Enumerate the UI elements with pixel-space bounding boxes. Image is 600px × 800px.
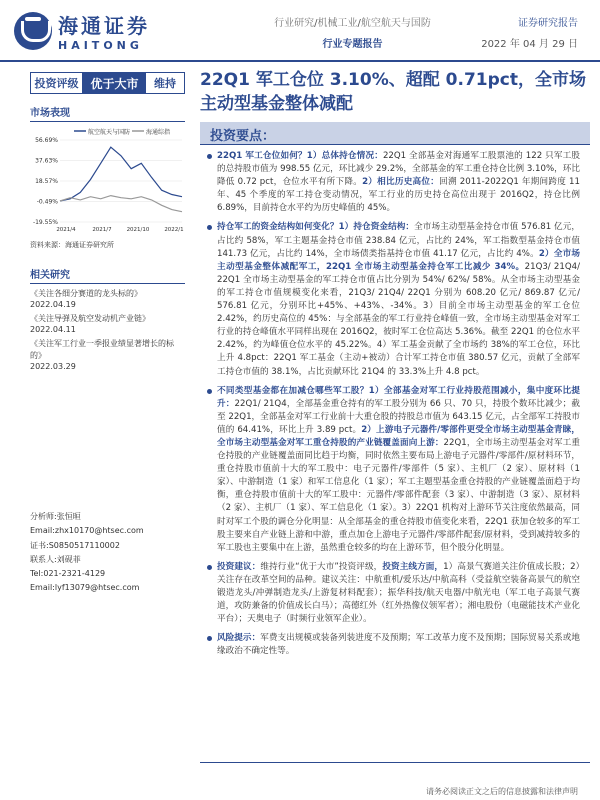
series-line (60, 147, 182, 201)
related-item-title[interactable]: 《关注各细分赛道的龙头标的》 (30, 289, 142, 298)
breadcrumb-item: 行业研究 (274, 18, 315, 29)
rating-change: 维持 (154, 77, 176, 90)
report-title: 22Q1 军工仓位 3.10%、超配 0.71pct，全市场主动型基金整体减配 (200, 70, 586, 114)
key-points-label: 投资要点： (210, 129, 276, 144)
paragraph-text: 22Q1 军工仓位如何？ (217, 151, 307, 161)
related-item-title[interactable]: 《关注导弹及航空发动机产业链》 (30, 314, 150, 323)
key-point-paragraph (205, 221, 580, 378)
sidebar (30, 72, 185, 371)
related-item-date: 2022.04.19 (30, 300, 76, 309)
x-tick-label: 2021/7 (92, 227, 112, 233)
breadcrumb: 行业研究/机械工业/航空航天与国防 (274, 18, 431, 29)
y-tick-label: -19.55% (32, 219, 58, 226)
report-type: 行业专题报告 (322, 39, 383, 50)
footer-divider (200, 762, 590, 763)
paragraph-text: 22Q1 全部基金对海通军工股票池的 122 只军工股的总持股市值为 998.55 亿元，环比减少 29.2%，全部基金的军工重仓持仓比例 3.10%，环比降低 0.72 pct，仓位水平有所下降。 (217, 151, 580, 188)
disclaimer-footer: 请务必阅读正文之后的信息披露和法律声明 (426, 787, 578, 796)
report-header (0, 0, 600, 68)
rating-label: 投资评级 (31, 73, 83, 93)
paragraph-text: 1）高景气赛道关注价值成长股；2）关注存在改革空间的品种。建议关注：中航重机/爱乐达/中航高科（受益航空装备高景气的航空锻造龙头/冲弹制造龙头/上游复材料配套）；振华科技/航天电器/中航光电（军工电子高景气赛道，攻防兼备的价值成长白马）；高德红外（红外热像仪领军者）；湘电股份（电磁能技术产业化平台）；天奥电子（时频行业领军企业）。 (217, 561, 580, 625)
paragraph-text: 持仓军工的资金结构如何变化？ (217, 222, 339, 233)
legend-label: 航空航天与国防 (88, 129, 131, 136)
market-performance-chart (30, 126, 185, 238)
paragraph-text: 维持行业“优于大市”投资评级， (260, 561, 383, 572)
related-research-title: 相关研究 (30, 266, 185, 284)
y-tick-label: 56.69% (35, 137, 58, 144)
paragraph-text: 投资建议： (217, 561, 261, 572)
logo-emblem-icon (14, 12, 52, 50)
report-date: 2022 年 04 月 29 日 (481, 39, 578, 50)
report-category: 证券研究报告 (518, 18, 578, 29)
contact-tel: Tel:021-2321-4129 (30, 569, 106, 579)
paragraph-text: 2）相比历史高位： (362, 177, 440, 188)
paragraph-text: 2）上游电子元器件/零部件更受全市场主动型基金青睐，全市场主动型基金对军工重仓持股的产业链覆盖面向上游： (217, 424, 580, 448)
performance-chart-svg (30, 126, 185, 238)
related-research (30, 266, 185, 371)
chart-source: 资料来源：海通证券研究所 (30, 241, 114, 249)
series-line (60, 196, 182, 212)
key-points-bar (200, 122, 590, 144)
header-divider (0, 60, 600, 62)
key-point-paragraph (205, 561, 580, 626)
key-points-body (205, 150, 580, 664)
paragraph-text: 军费支出规模或装备列装进度不及预期；军工改革力度不及预期；国际贸易关系或地缘政治不确定性等。 (217, 633, 580, 657)
paragraph-text: 全市场主动型基金持仓市值 576.81 亿元，占比约 58%，军工主题基金持仓市值 238.84 亿元，占比约 24%，军工指数型基金持仓市值 141.73 亿元，占比约 14%，全市场债类指基持仓市值 41.17 亿元，占比约 4%。 (217, 222, 580, 259)
paragraph-text: 1）持仓资金结构： (338, 222, 415, 233)
key-points-divider (200, 144, 590, 145)
y-tick-label: 18.57% (35, 178, 58, 185)
key-point-paragraph (205, 632, 580, 658)
paragraph-text: 回溯 2011-2022Q1 年期间跨度 11 年、45 个季度的军工持仓变动情况，军工行业的历史持仓高位出现于 2016Q2，持仓比例 6.89%，目前持仓水平约为历史峰值的 45%。 (217, 177, 580, 214)
x-tick-label: 2022/1 (164, 227, 184, 233)
investment-rating-box (30, 72, 185, 94)
y-tick-label: 37.63% (35, 157, 58, 165)
related-item-title[interactable]: 《关注军工行业一季报业绩显著增长的标的》 (30, 339, 174, 360)
logo-chinese-name: 海通证券 (58, 14, 150, 38)
related-item-date: 2022.03.29 (30, 362, 76, 371)
paragraph-text: 22Q1/ 21Q4，全部基金重仓持有的军工股分别为 66 只、70 只，持股个数环比减少；截至 22Q1，全部基金对军工行业前十大重仓股的持股总市值为 643.15 亿元，占全部军工持股市值的 64.41%，环比上升 3.89 pct。 (217, 398, 580, 435)
analyst-name: 分析师:张恒晅 (30, 512, 81, 521)
paragraph-text: 投资主线方面， (382, 561, 444, 572)
contact-name: 联系人:刘砚菲 (30, 554, 81, 564)
haitong-logo (14, 10, 150, 52)
analyst-certificate: 证书:S0850517110002 (30, 540, 120, 550)
x-tick-label: 2021/10 (126, 227, 150, 233)
paragraph-text: 1）总体持仓情况： (306, 151, 383, 161)
y-tick-label: -0.49% (36, 198, 58, 206)
legend-label: 海通综指 (146, 129, 171, 136)
analyst-email[interactable]: Email:zhx10170@htsec.com (30, 526, 144, 536)
market-performance-title: 市场表现 (30, 104, 185, 122)
contact-email[interactable]: Email:lyf13079@htsec.com (30, 583, 140, 593)
related-item-date: 2022.04.11 (30, 325, 76, 334)
key-point-paragraph (205, 385, 580, 555)
key-point-paragraph (205, 150, 580, 215)
analyst-contacts (30, 510, 185, 596)
paragraph-text: 21Q3/ 21Q4/ 22Q1 全市场主动型基金的军工持仓市值占比分别为 54%/ 62%/ 58%。从全市场主动型基金的军工持仓市值规模变化来看，21Q3/ 21Q4/ 22Q1 分别为 608.20 亿元/ 869.87 亿元/ 576.81 亿元，分别环比+45%、+43%、-34%。3）目前全市场主动型基金的军工仓位 2.42%，约历史高位的 45%：与全部基金的军工行业持仓峰值一致，全市场主动型基金对军工行业的持仓峰值水平同样出现在 2016Q2，彼时军工仓位高达 5.36%。截至 22Q1 的仓位水平 2.42%，约为峰值仓位水平的 45.22%。4）军工基金贡献了全市场约 38%的军工仓位，环比上升 4.8pct：22Q1 军工基金（主动+被动）合计军工持仓市值 380.57 亿元，贡献了全部军工持仓市值的 38.1%，占比贡献环比 21Q4 的 33.3%上升 4.8 pct。 (217, 261, 580, 377)
paragraph-text: 不同类型基金都在加减仓哪些军工股？ (217, 385, 369, 396)
paragraph-text: 22Q1，全市场主动型基金对军工重仓持股的产业链覆盖面同比趋于均衡，同时依然主要布局上游电子元器件/零部件/原材料环节，重仓持股市值前十大的军工股中：电子元器件/零部件（5 家）、主机厂（2 家）、原材料（1 家）、中游制造（1 家）和军工信息化（1 家）；军工主题型基金重仓持股的产业链覆盖面趋于均衡，重仓持股市值前十大的军工股中：元器件/零部件配套（3 家）、中游制造（3 家）、原材料（2 家）、主机厂（1 家）、军工信息化（1 家）。3）22Q1 机构对上游环节关注度依然最高，同时对军工个股的调仓分化明显：从全部基金的重仓持股市值变化来看，22Q1 获加仓较多的军工股主要来自产业链上游和中游，重点加仓上游电子元器件/零部件配套/原材料，受到减持较多的军工股也主要集中在上游，虽然重仓较多的均在上游环节，但个股分化明显。 (217, 437, 580, 553)
paragraph-text: 风险提示： (217, 633, 261, 644)
paragraph-text: 1）全部基金对军工行业持股范围减小，集中度环比提升： (217, 385, 580, 409)
breadcrumb-item: 航空航天与国防 (360, 18, 431, 29)
paragraph-text: 2）全市场主动型基金整体减配军工，22Q1 全市场主动型基金持仓军工比减少 34%。 (217, 248, 580, 272)
rating-value: 优于大市 (83, 73, 146, 93)
x-tick-label: 2021/4 (56, 227, 76, 233)
breadcrumb-item: 机械工业 (317, 18, 358, 29)
logo-english-name: HAITONG (58, 39, 143, 52)
